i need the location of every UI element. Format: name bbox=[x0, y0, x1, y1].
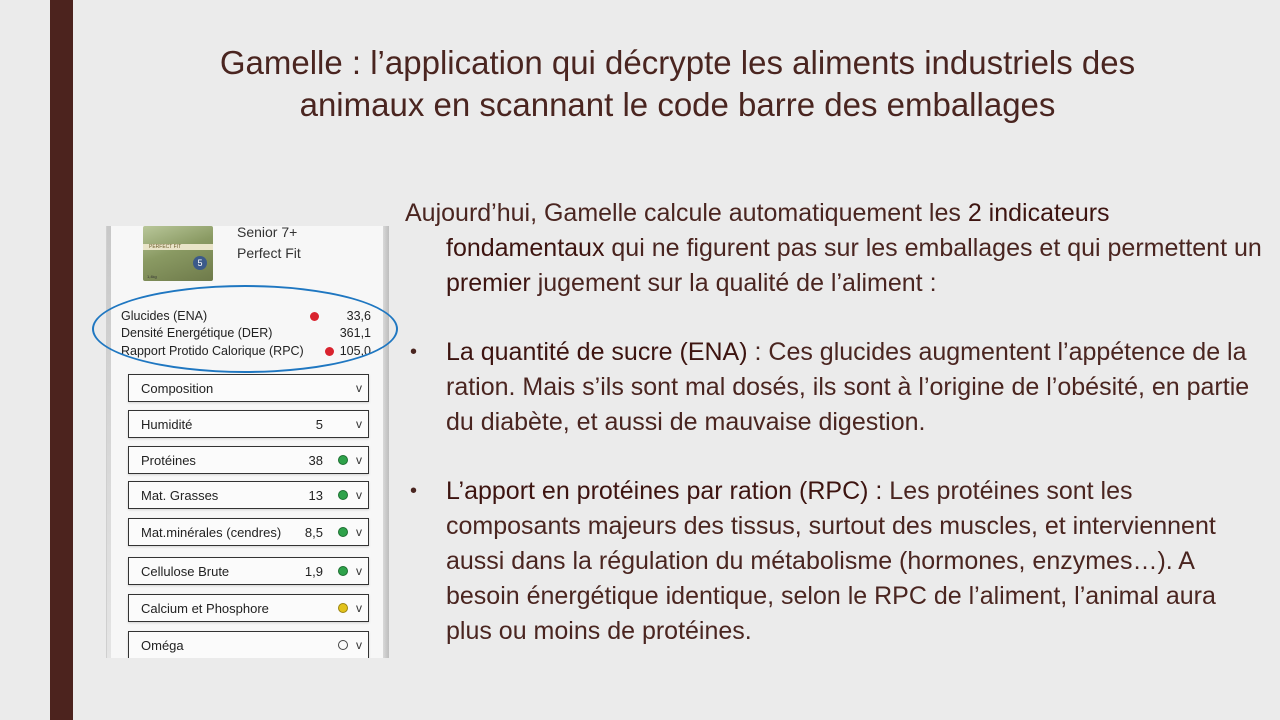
accent-bar bbox=[50, 0, 73, 720]
indicator-value: 105,0 bbox=[339, 344, 371, 358]
chevron-down-icon: v bbox=[356, 564, 362, 578]
composition-label: Composition bbox=[141, 381, 214, 396]
composition-value: 13 bbox=[308, 488, 323, 503]
chevron-down-icon: v bbox=[356, 525, 362, 539]
status-green-dot-icon bbox=[338, 566, 348, 576]
intro-paragraph bbox=[405, 196, 1265, 301]
composition-label: Calcium et Phosphore bbox=[141, 601, 269, 616]
composition-label: Oméga bbox=[141, 638, 184, 653]
composition-label: Mat. Grasses bbox=[141, 488, 219, 503]
bullet-icon: • bbox=[410, 480, 418, 502]
chevron-down-icon: v bbox=[356, 381, 362, 395]
indicator-value: 33,6 bbox=[346, 309, 371, 323]
phone-frame-right bbox=[383, 226, 389, 658]
body-text bbox=[405, 196, 1265, 649]
composition-value: 8,5 bbox=[304, 525, 323, 540]
indicator-value: 361,1 bbox=[339, 326, 371, 340]
title-line-2: animaux en scannant le code barre des emballages bbox=[299, 86, 1056, 123]
title-line-1: Gamelle : l’application qui décrypte les aliments industriels des bbox=[219, 44, 1136, 81]
status-green-dot-icon bbox=[338, 455, 348, 465]
composition-label: Cellulose Brute bbox=[141, 564, 230, 579]
bullet-text: : Ces glucides augmentent l’appétence de la ration. Mais s’ils sont mal dosés, ils sont à l’origine de l’obésité, en partie du diabète, et aussi de mauvaise digestion. bbox=[446, 338, 1250, 436]
indicators-highlight-ellipse bbox=[92, 285, 398, 373]
composition-value: 5 bbox=[315, 417, 323, 432]
product-name-line-2: Perfect Fit bbox=[237, 245, 301, 261]
phone-frame-left bbox=[107, 226, 111, 658]
bullet-keyword: La quantité de sucre (ENA) bbox=[446, 338, 748, 366]
intro-text: Aujourd’hui, Gamelle calcule automatiquement les bbox=[405, 199, 968, 227]
package-label: PERFECT FIT bbox=[149, 244, 182, 250]
chevron-down-icon: v bbox=[356, 488, 362, 502]
chevron-down-icon: v bbox=[356, 417, 362, 431]
intro-text-mid: qui ne figurent pas sur les emballages et qui permettent un bbox=[604, 234, 1262, 262]
package-number: 5 bbox=[193, 256, 207, 270]
bullet-ena bbox=[405, 335, 1265, 440]
status-empty-dot-icon bbox=[338, 640, 348, 650]
intro-text-end: jugement sur la qualité de l’aliment : bbox=[530, 269, 937, 297]
status-green-dot-icon bbox=[338, 527, 348, 537]
mat-minerales-row[interactable] bbox=[128, 518, 369, 546]
chevron-down-icon: v bbox=[356, 453, 362, 467]
slide-title bbox=[90, 42, 1265, 126]
indicator-label: Densité Energétique (DER) bbox=[121, 326, 273, 340]
indicator-label: Rapport Protido Calorique (RPC) bbox=[121, 344, 304, 358]
humidite-row[interactable] bbox=[128, 410, 369, 438]
composition-label: Protéines bbox=[141, 453, 196, 468]
status-yellow-dot-icon bbox=[338, 603, 348, 613]
omega-row[interactable] bbox=[128, 631, 369, 658]
product-name bbox=[237, 226, 301, 264]
cellulose-brute-row[interactable] bbox=[128, 557, 369, 585]
indicator-label: Glucides (ENA) bbox=[121, 309, 208, 323]
calcium-phosphore-row[interactable] bbox=[128, 594, 369, 622]
bullet-icon: • bbox=[410, 341, 418, 363]
composition-label: Humidité bbox=[141, 417, 193, 432]
composition-row[interactable] bbox=[128, 374, 369, 402]
composition-label: Mat.minérales (cendres) bbox=[141, 525, 282, 540]
intro-keyword-indicators: 2 indicateurs fondamentaux bbox=[446, 199, 1110, 262]
chevron-down-icon: v bbox=[356, 601, 362, 615]
bullet-keyword: L’apport en protéines par ration (RPC) : bbox=[446, 477, 883, 505]
package-weight: 1,4kg bbox=[147, 274, 157, 279]
product-name-line-1: Senior 7+ bbox=[237, 226, 298, 240]
intro-keyword-premier: premier bbox=[446, 269, 531, 297]
proteines-row[interactable] bbox=[128, 446, 369, 474]
composition-value: 1,9 bbox=[304, 564, 323, 579]
chevron-down-icon: v bbox=[356, 638, 362, 652]
status-green-dot-icon bbox=[338, 490, 348, 500]
bullet-text: Les protéines sont les composants majeurs des tissus, surtout des muscles, et interviennent aussi dans la régulation du métabolisme (hormones, enzymes…). A besoin énergétique identique, selon le RPC de l’aliment, l’animal aura plus ou moins de protéines. bbox=[446, 477, 1216, 645]
composition-value: 38 bbox=[308, 453, 323, 468]
product-package-image bbox=[143, 226, 213, 281]
bullet-rpc bbox=[405, 474, 1265, 649]
mat-grasses-row[interactable] bbox=[128, 481, 369, 509]
